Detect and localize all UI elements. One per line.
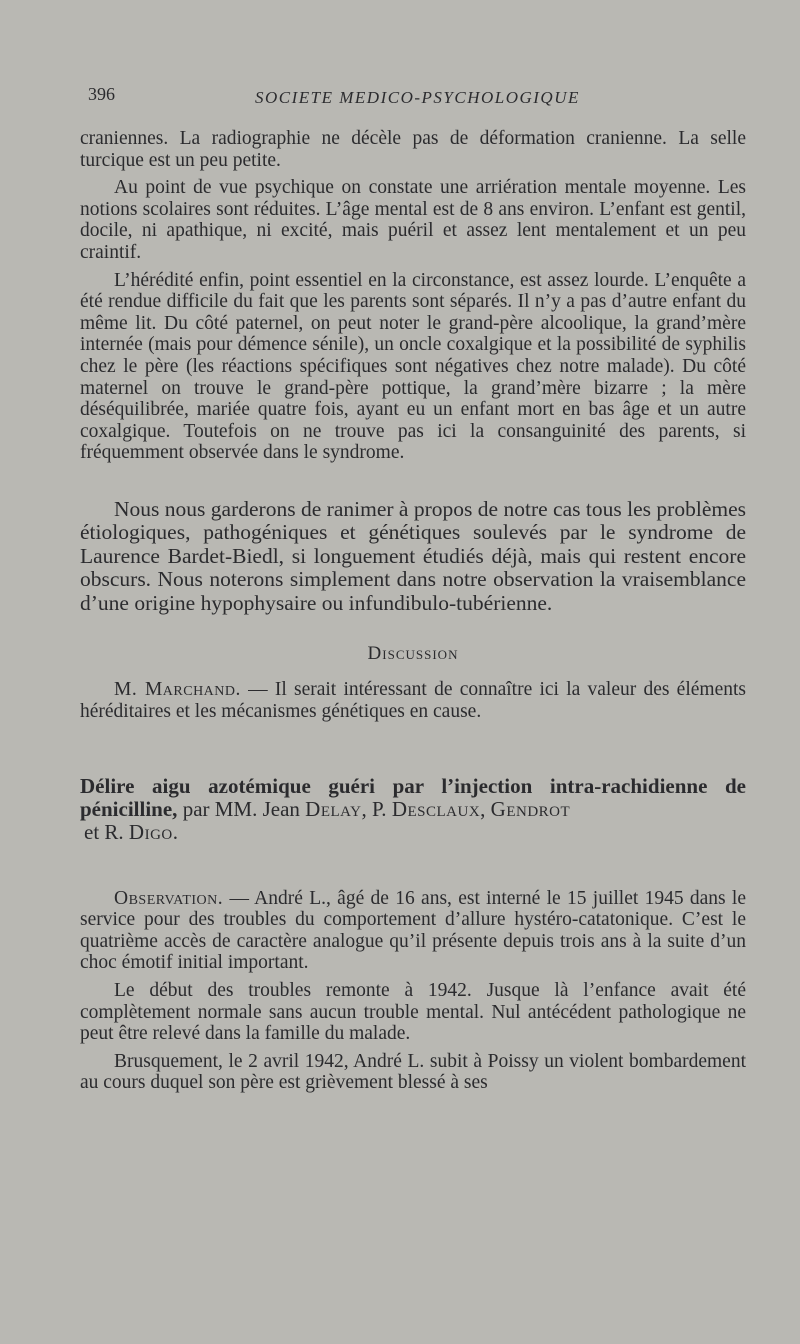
discussion-paragraph (80, 679, 746, 722)
discussion-speaker: M. Marchand. (114, 679, 241, 701)
author-digo: Digo (128, 819, 173, 844)
author-delay: Delay (305, 796, 362, 821)
body-text (80, 128, 746, 1094)
discussion-text: — Il serait intéressant de connaître ici la valeur des éléments héréditaires et les mécanismes génétiques en cause. (80, 679, 746, 722)
author-desclaux: Desclaux (391, 796, 481, 821)
discussion-heading: Discussion (367, 643, 459, 665)
observation-text: — André L., âgé de 16 ans, est interné le 15 juillet 1945 dans le service pour des troubles du comportement d’allure hystéro-catatonique. C’est le quatrième accès de caractère analogue qu’il présente depuis trois ans à la suite d’un choc émotif initial important. (80, 887, 746, 974)
paragraph-continuation: craniennes. La radiographie ne décèle pas de déformation cranienne. La selle turcique est un peu petite. (80, 128, 746, 171)
author-separator: , (480, 796, 491, 821)
paragraph-psychique: Au point de vue psychique on constate une arriération mentale moyenne. Les notions scolaires sont réduites. L’âge mental est de 8 ans environ. L’enfant est gentil, docile, ni apathique, ni excité, mais puéril et assez lent mentalement et un peu craintif. (80, 177, 746, 263)
paragraph-conclusion: Nous nous garderons de ranimer à propos de notre cas tous les problèmes étiologiques, pathogéniques et génétiques soulevés par le syndrome de Laurence Bardet-Biedl, si longuement étudiés déjà, mais qui restent encore obscurs. Nous noterons simplement dans notre observation la vraisemblance d’une origine hypophysaire ou infundibulo-tubérienne. (80, 496, 746, 615)
observation-paragraph (80, 888, 746, 974)
authors-line2-prefix: et R. (84, 819, 129, 844)
running-title: SOCIETE MEDICO-PSYCHOLOGIQUE (255, 88, 580, 107)
spacer (80, 615, 746, 643)
observation-label: Observation. (114, 887, 224, 909)
article-title (80, 775, 746, 821)
authors-prefix: par MM. Jean (177, 796, 306, 821)
author-separator: , P. (361, 796, 392, 821)
spacer (80, 723, 746, 775)
spacer (80, 844, 746, 888)
spacer (80, 464, 746, 498)
page-header (80, 80, 746, 112)
article-authors-line2 (80, 821, 746, 844)
page-number: 396 (88, 84, 115, 104)
author-gendrot: Gendrot (490, 796, 571, 821)
paragraph-heredite: L’hérédité enfin, point essentiel en la circonstance, est assez lourde. L’enquête a été rendue difficile du fait que les parents sont séparés. Il n’y a pas d’autre enfant du même lit. Du côté paternel, on peut noter le grand-père alcoolique, la grand’mère internée (mais pour démence sénile), un oncle coxalgique et la possibilité de syphilis chez le père (les réactions spécifiques sont négatives chez notre malade). Du côté maternel on trouve le grand-père pottique, la grand’mère bizarre ; la mère déséquilibrée, mariée quatre fois, ayant eu un enfant mort en bas âge et un autre coxalgique. Toutefois on ne trouve pas ici la consanguinité des parents, si fréquemment observée dans le syndrome. (80, 269, 746, 464)
observation-paragraph-2: Le début des troubles remonte à 1942. Jusque là l’enfance avait été complètement normale sans aucun trouble mental. Nul antécédent pathologique ne peut être relevé dans la famille du malade. (80, 979, 746, 1045)
authors-line2-suffix: . (172, 819, 178, 844)
article-title-text: Délire aigu azotémique guéri par l’injection intra-rachidienne de pénicilline, (80, 773, 746, 821)
observation-paragraph-3: Brusquement, le 2 avril 1942, André L. subit à Poissy un violent bombardement au cours duquel son père est grièvement blessé à ses (80, 1050, 746, 1094)
